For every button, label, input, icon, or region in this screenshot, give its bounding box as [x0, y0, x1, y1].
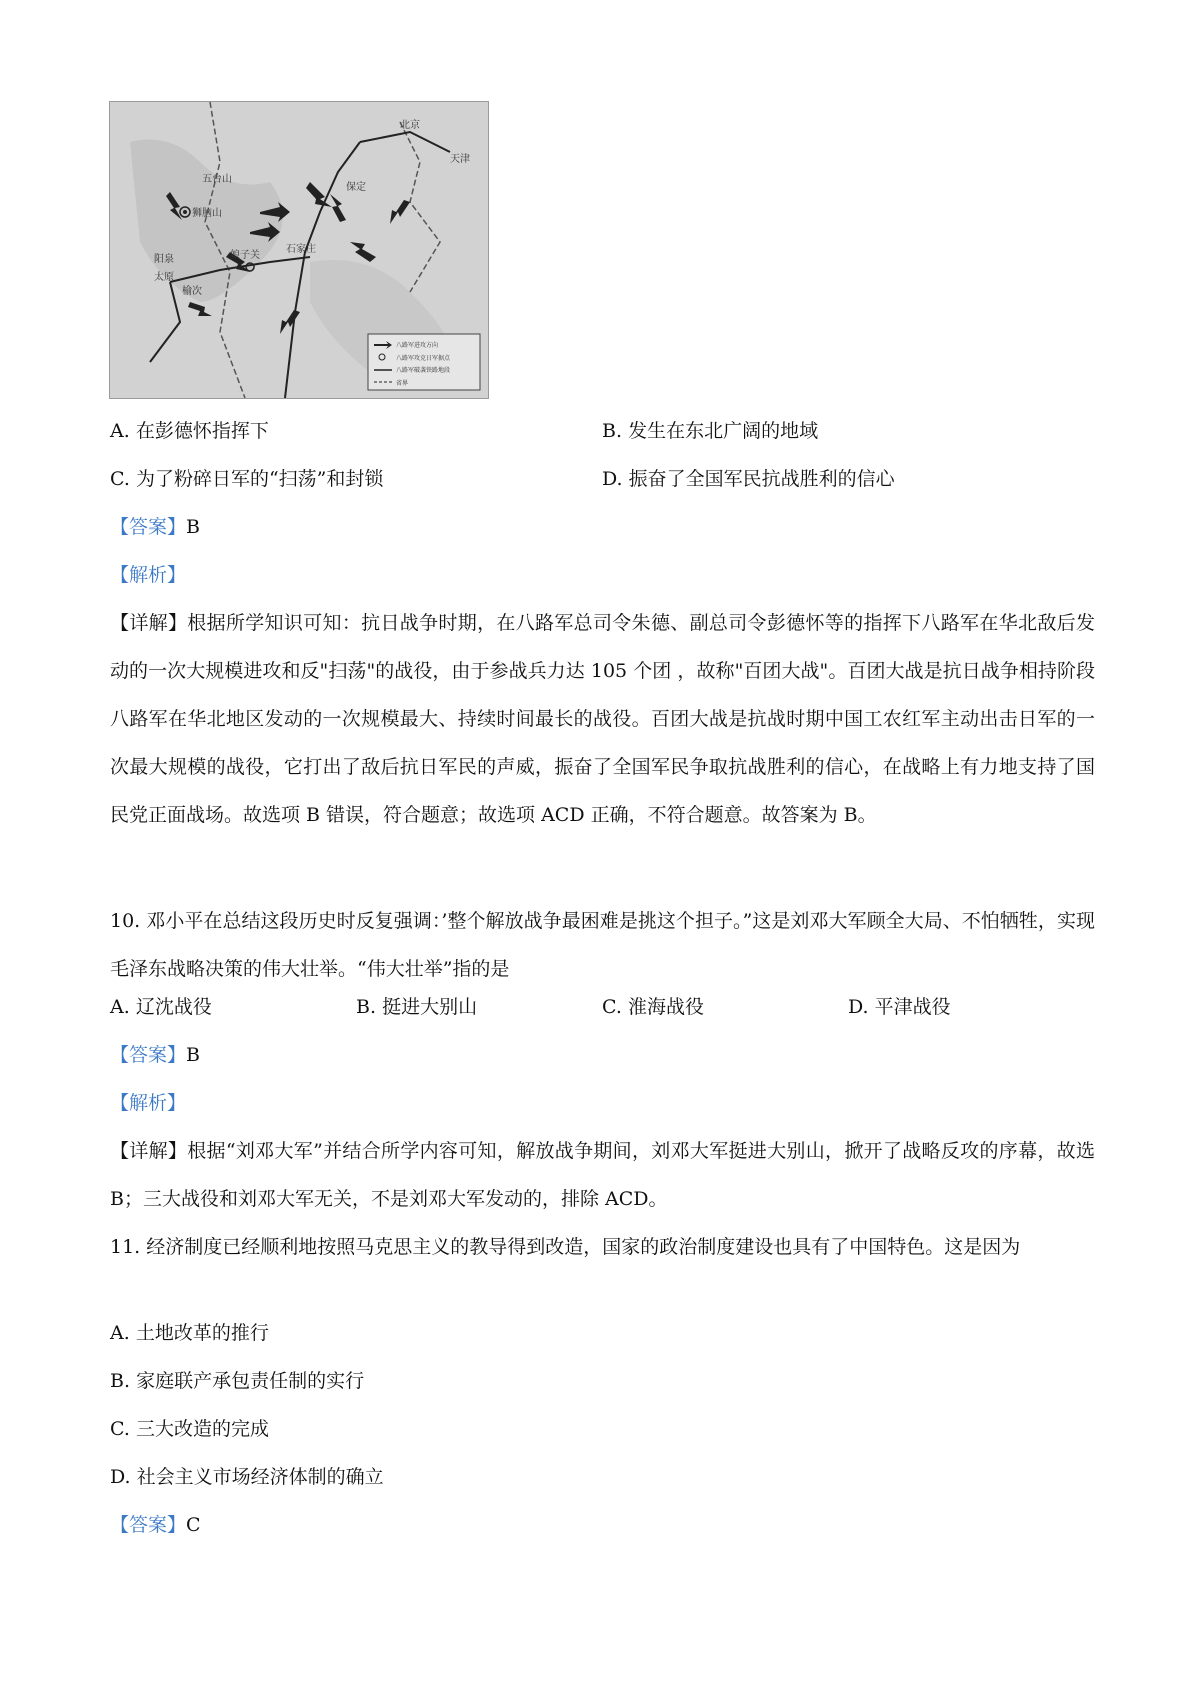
legend-railway-sabotage: 八路军破袭铁路地段 — [396, 367, 451, 374]
q9-option-a-letter: A. — [110, 420, 130, 442]
q9-detail-tag: 【详解】 — [110, 612, 188, 634]
q11-answer — [110, 1511, 201, 1539]
q9-option-b-letter: B. — [602, 420, 623, 442]
q10-answer-tag: 【答案】 — [110, 1044, 187, 1066]
legend-attack-direction: 八路军进攻方向 — [396, 342, 439, 349]
map-label-taiyuan: 太原 — [154, 272, 174, 283]
q9-detail — [110, 599, 1095, 839]
q10-option-a — [110, 993, 212, 1021]
legend-captured-stronghold: 八路军攻克日军据点 — [396, 355, 451, 362]
q11-option-c-text: 三大改造的完成 — [135, 1418, 269, 1440]
q9-option-c — [110, 465, 383, 493]
q10-answer — [110, 1041, 200, 1069]
q10-option-b-letter: B. — [356, 996, 377, 1018]
q10-detail-text: 根据“刘邓大军”并结合所学内容可知，解放战争期间，刘邓大军挺进大别山，掀开了战略反攻的序幕，故选 B；三大战役和刘邓大军无关，不是刘邓大军发动的，排除 ACD。 — [110, 1140, 1095, 1210]
map-label-tianjin: 天津 — [450, 154, 470, 165]
q10-option-d-letter: D. — [848, 996, 869, 1018]
map-label-shijiazhuang: 石家庄 — [286, 244, 316, 255]
q11-option-c — [110, 1415, 269, 1443]
q10-option-d — [848, 993, 951, 1021]
map-label-beijing: 北京 — [400, 120, 420, 131]
map-label-wutaishan: 五台山 — [202, 174, 232, 185]
q10-option-a-text: 辽沈战役 — [135, 996, 212, 1018]
q9-option-d-text: 振奋了全国军民抗战胜利的信心 — [628, 468, 895, 490]
legend-province-border: 省界 — [396, 380, 409, 387]
q9-option-b-text: 发生在东北广阔的地域 — [628, 420, 819, 442]
q9-detail-text: 根据所学知识可知：抗日战争时期，在八路军总司令朱德、副总司令彭德怀等的指挥下八路军在华北敌后发动的一次大规模进攻和反"扫荡"的战役，由于参战兵力达 105 个团 ，故称"百团大战"。百团大战是抗日战争相持阶段八路军在华北地区发动的一次规模最大、持续时间最长的战役。百团大战是抗战时期中国工农红军主动出击日军的一次最大规模的战役，它打出了敌后抗日军民的声威，振奋了全国军民争取抗战胜利的信心，在战略上有力地支持了国民党正面战场。故选项 B 错误，符合题意；故选项 ACD 正确，不符合题意。故答案为 B。 — [110, 612, 1095, 826]
q9-answer-value: B — [186, 516, 200, 538]
q11-option-b-text: 家庭联产承包责任制的实行 — [136, 1370, 365, 1392]
q11-option-d-text: 社会主义市场经济体制的确立 — [136, 1466, 384, 1488]
q10-option-d-text: 平津战役 — [874, 996, 951, 1018]
q10-analysis-heading — [110, 1089, 186, 1117]
q9-answer — [110, 513, 200, 541]
q11-option-b-letter: B. — [110, 1370, 131, 1392]
q11-option-a-text: 土地改革的推行 — [135, 1322, 269, 1344]
map-label-yuci: 榆次 — [182, 286, 202, 297]
q10-option-c — [602, 993, 704, 1021]
q11-option-d-letter: D. — [110, 1466, 131, 1488]
map-label-shinaoshan: 狮脑山 — [192, 208, 222, 219]
map-label-baoding: 保定 — [346, 182, 366, 193]
q10-option-c-text: 淮海战役 — [627, 996, 704, 1018]
q10-option-a-letter: A. — [110, 996, 130, 1018]
q9-analysis-tag: 【解析】 — [110, 564, 187, 586]
map-label-yangquan: 阳泉 — [154, 254, 174, 265]
q9-option-c-letter: C. — [110, 468, 130, 490]
q9-option-b — [602, 417, 818, 445]
q10-detail-tag: 【详解】 — [110, 1140, 188, 1162]
battle-map-image — [110, 102, 488, 398]
q11-stem: 11. 经济制度已经顺利地按照马克思主义的教导得到改造，国家的政治制度建设也具有了中国特色。这是因为 — [110, 1236, 1021, 1258]
q9-option-d-letter: D. — [602, 468, 623, 490]
q9-answer-tag: 【答案】 — [110, 516, 187, 538]
map-label-niangziguan: 娘子关 — [230, 250, 260, 261]
q11-option-a-letter: A. — [110, 1322, 130, 1344]
q11-option-a — [110, 1319, 269, 1347]
q11-answer-tag: 【答案】 — [110, 1514, 187, 1536]
q10-option-b — [356, 993, 477, 1021]
q11-option-c-letter: C. — [110, 1418, 130, 1440]
battle-map-figure — [109, 101, 489, 399]
q11-answer-value: C — [186, 1514, 201, 1536]
q11-option-b — [110, 1367, 364, 1395]
q9-option-c-text: 为了粉碎日军的“扫荡”和封锁 — [135, 468, 384, 490]
q10-analysis-tag: 【解析】 — [110, 1092, 187, 1114]
q10-stem: 10. 邓小平在总结这段历史时反复强调：’整个解放战争最困难是挑这个担子。”这是刘邓大军顾全大局、不怕牺牲，实现毛泽东战略决策的伟大壮举。“伟大壮举”指的是 — [110, 910, 1095, 980]
q10-detail — [110, 1127, 1095, 1223]
q9-analysis-heading — [110, 561, 186, 589]
q9-option-d — [602, 465, 895, 493]
q10-option-b-text: 挺进大别山 — [382, 996, 478, 1018]
q10-answer-value: B — [186, 1044, 200, 1066]
q11-option-d — [110, 1463, 384, 1491]
q10-option-c-letter: C. — [602, 996, 622, 1018]
q9-option-a — [110, 417, 269, 445]
q9-option-a-text: 在彭德怀指挥下 — [135, 420, 269, 442]
